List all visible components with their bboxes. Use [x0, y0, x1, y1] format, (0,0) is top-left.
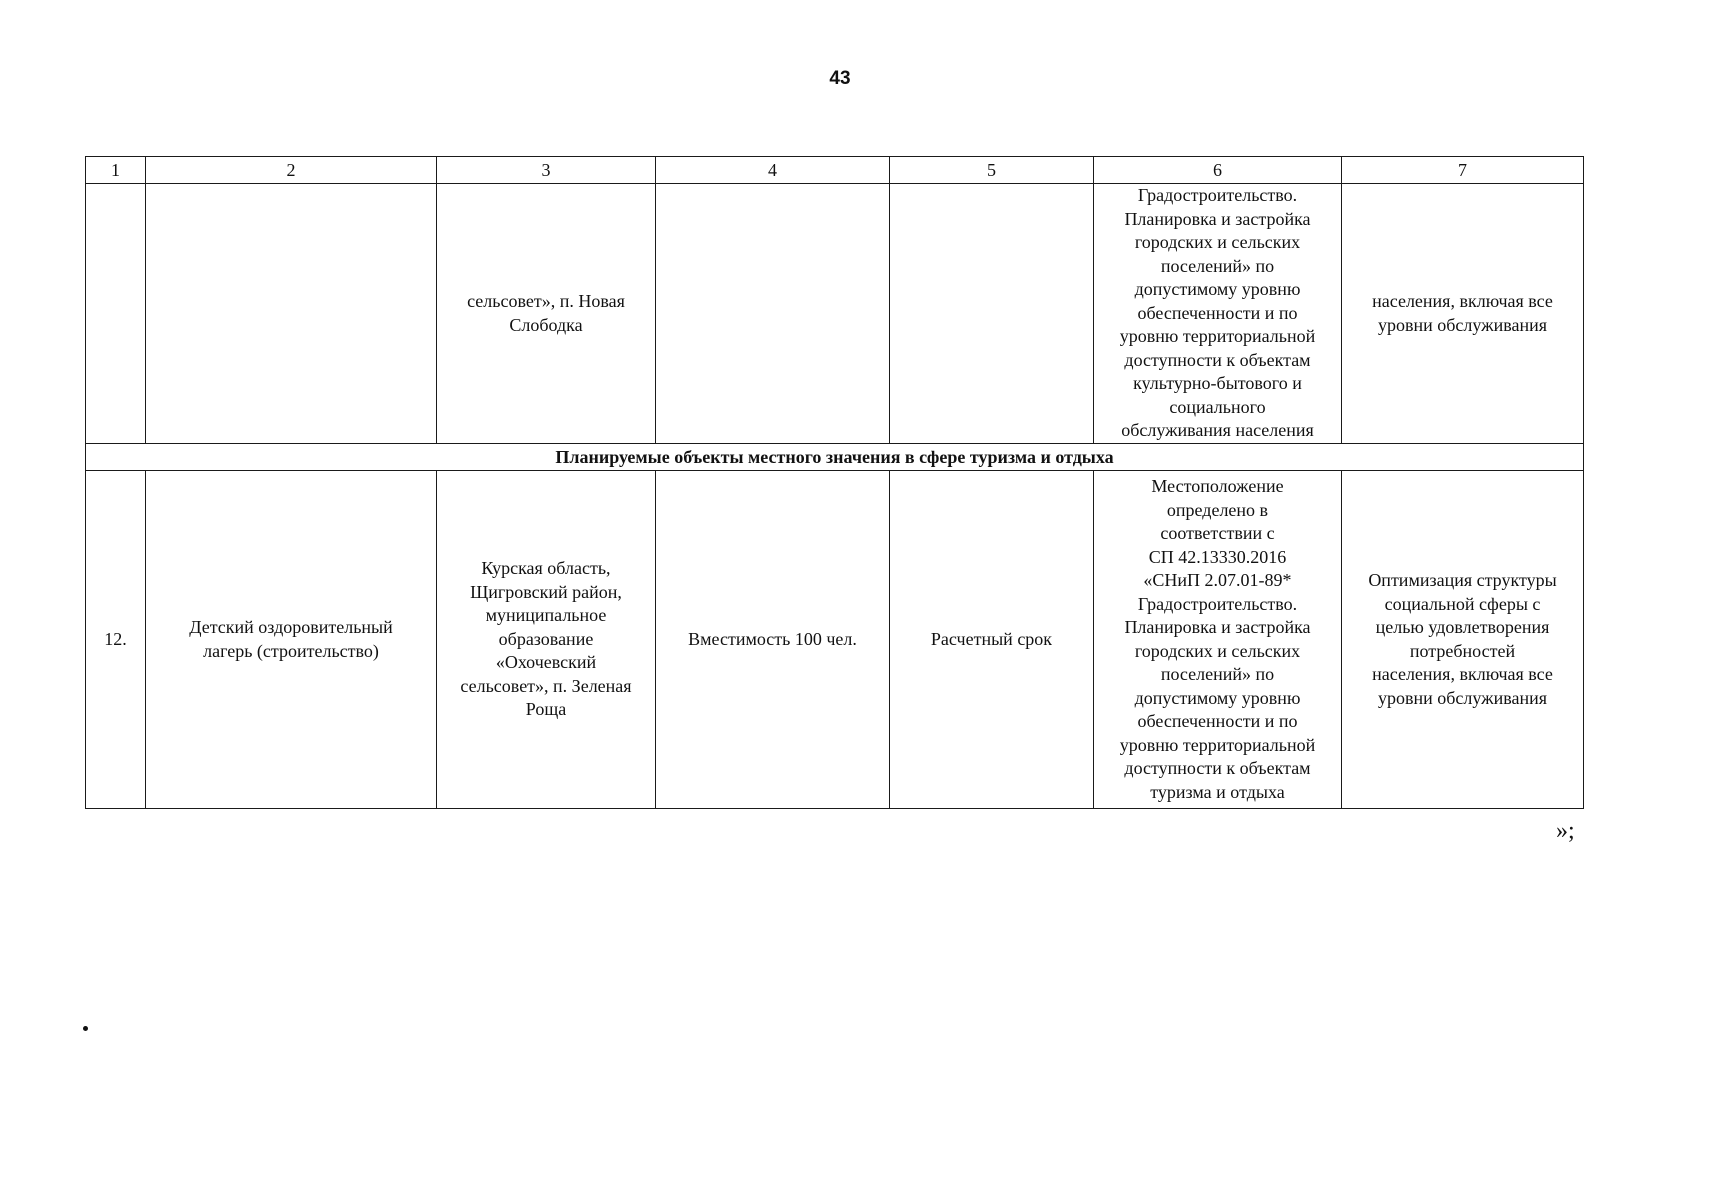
cell-location: Курская область, Щигровский район, муниципальное образование «Охочевский сельсовет», п. Зеленая Роща: [437, 471, 656, 809]
column-number-2: 2: [146, 157, 437, 184]
cell-number: 12.: [86, 471, 146, 809]
cell-term: Расчетный срок: [890, 471, 1094, 809]
cell-characteristics: Вместимость 100 чел.: [656, 471, 890, 809]
table-row: [86, 471, 1584, 809]
scan-speck: [83, 1026, 88, 1031]
cell-object-name: [146, 184, 437, 444]
column-number-row: [86, 157, 1584, 184]
planning-table: [85, 156, 1584, 809]
column-number-7: 7: [1342, 157, 1584, 184]
cell-justification: Местоположение определено в соответствии с СП 42.13330.2016 «СНиП 2.07.01-89* Градостроительство. Планировка и застройка городских и сельских поселений» по допустимому уровню обеспеченности и по уровню территориальной доступности к объектам туризма и отдыха: [1094, 471, 1342, 809]
section-heading: Планируемые объекты местного значения в сфере туризма и отдыха: [86, 444, 1584, 471]
column-number-1: 1: [86, 157, 146, 184]
column-number-3: 3: [437, 157, 656, 184]
table-row: [86, 184, 1584, 444]
cell-characteristics: [656, 184, 890, 444]
page-number: 43: [829, 68, 851, 89]
column-number-4: 4: [656, 157, 890, 184]
cell-purpose: населения, включая все уровни обслуживания: [1342, 184, 1584, 444]
cell-object-name: Детский оздоровительный лагерь (строительство): [146, 471, 437, 809]
cell-number: [86, 184, 146, 444]
column-number-6: 6: [1094, 157, 1342, 184]
closing-quote-mark: »;: [1556, 818, 1575, 844]
section-heading-row: [86, 444, 1584, 471]
cell-justification: Градостроительство. Планировка и застройка городских и сельских поселений» по допустимому уровню обеспеченности и по уровню территориальной доступности к объектам культурно-бытового и социального обслуживания населения: [1094, 184, 1342, 444]
column-number-5: 5: [890, 157, 1094, 184]
cell-purpose: Оптимизация структуры социальной сферы с целью удовлетворения потребностей населения, включая все уровни обслуживания: [1342, 471, 1584, 809]
cell-term: [890, 184, 1094, 444]
cell-location: сельсовет», п. Новая Слободка: [437, 184, 656, 444]
